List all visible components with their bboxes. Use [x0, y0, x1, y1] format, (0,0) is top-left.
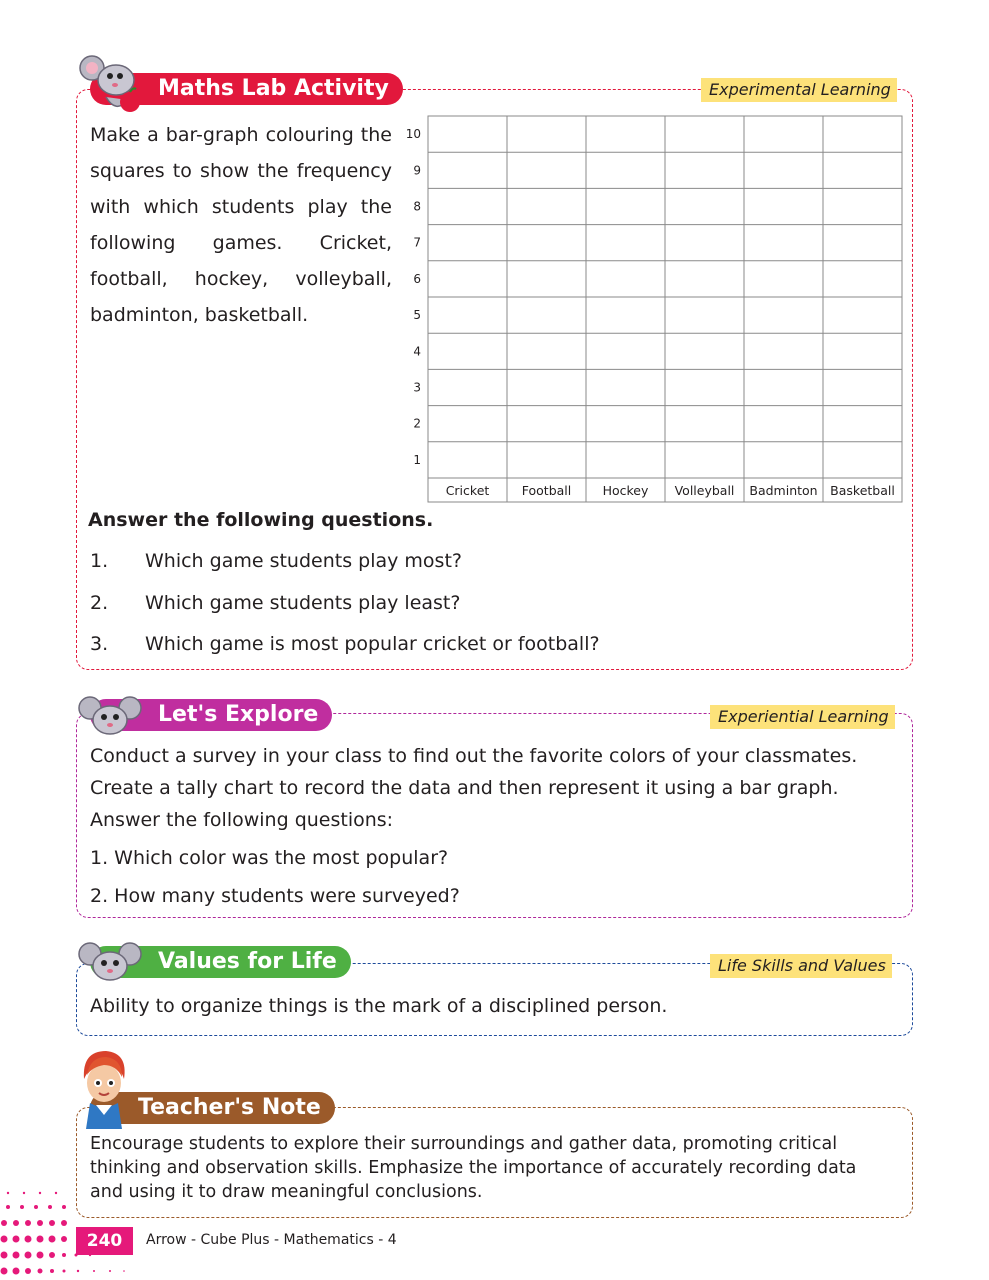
lets-explore-item: 2. How many students were surveyed?	[90, 885, 460, 907]
question-number: 3.	[90, 633, 109, 655]
instruction-line: squares to show the frequency	[90, 160, 392, 182]
lets-explore-line: Conduct a survey in your class to find out the favorite colors of your classmates.	[90, 745, 858, 767]
lets-explore-line: Answer the following questions:	[90, 809, 394, 831]
bar-graph-grid	[400, 114, 906, 510]
teachers-note-title: Teacher's Note	[90, 1092, 335, 1124]
page-number: 240	[86, 1231, 123, 1251]
mouse-mascot-icon	[76, 940, 142, 984]
values-title: Values for Life	[90, 946, 351, 978]
instruction-line: following games. Cricket,	[90, 232, 392, 254]
y-tick-label: 5	[413, 308, 421, 323]
mouse-mascot-icon	[76, 52, 146, 116]
book-title: Arrow - Cube Plus - Mathematics - 4	[146, 1232, 397, 1248]
lets-explore-line: Create a tally chart to record the data and then represent it using a bar graph.	[90, 777, 839, 799]
lets-explore-title: Let's Explore	[90, 699, 332, 731]
question-number: 2.	[90, 592, 109, 614]
x-category-label: Badminton	[749, 483, 818, 498]
question-text: Which game students play least?	[145, 592, 461, 614]
y-tick-label: 6	[413, 271, 421, 286]
lets-explore-item: 1. Which color was the most popular?	[90, 847, 449, 869]
instruction-line: football, hockey, volleyball,	[90, 268, 392, 290]
girl-mascot-icon	[76, 1045, 132, 1129]
y-tick-label: 7	[413, 235, 421, 250]
instruction-line: with which students play the	[90, 196, 392, 218]
y-tick-label: 3	[413, 380, 421, 395]
question-text: Which game is most popular cricket or football?	[145, 633, 600, 655]
maths-lab-title: Maths Lab Activity	[90, 73, 403, 105]
question-text: Which game students play most?	[145, 550, 462, 572]
x-category-label: Volleyball	[674, 483, 735, 498]
lets-explore-body	[90, 740, 857, 912]
y-tick-label: 1	[413, 452, 421, 467]
y-tick-label: 10	[405, 127, 421, 142]
teachers-note-line: and using it to draw meaningful conclusions.	[90, 1182, 483, 1202]
y-tick-label: 8	[413, 199, 421, 214]
teachers-note-line: Encourage students to explore their surroundings and gather data, promoting critical	[90, 1134, 838, 1154]
mouse-mascot-icon	[76, 694, 142, 738]
y-tick-label: 2	[413, 416, 421, 431]
instruction-line: Make a bar-graph colouring the	[90, 124, 392, 146]
y-tick-label: 4	[413, 344, 421, 359]
question-number: 1.	[90, 550, 109, 572]
x-category-label: Hockey	[602, 483, 649, 498]
values-text: Ability to organize things is the mark of a disciplined person.	[90, 995, 668, 1017]
x-category-label: Cricket	[445, 483, 490, 498]
maths-lab-instructions	[90, 117, 392, 333]
x-category-label: Basketball	[830, 483, 895, 498]
values-tag: Life Skills and Values	[710, 954, 892, 978]
y-tick-label: 9	[413, 163, 421, 178]
lets-explore-tag: Experiential Learning	[710, 705, 895, 729]
questions-heading: Answer the following questions.	[88, 509, 434, 531]
maths-lab-tag: Experimental Learning	[701, 78, 897, 102]
instruction-line: badminton, basketball.	[90, 304, 309, 326]
x-category-label: Football	[521, 483, 572, 498]
teachers-note-body	[90, 1132, 856, 1204]
teachers-note-line: thinking and observation skills. Emphasize the importance of accurately recording data	[90, 1158, 857, 1178]
